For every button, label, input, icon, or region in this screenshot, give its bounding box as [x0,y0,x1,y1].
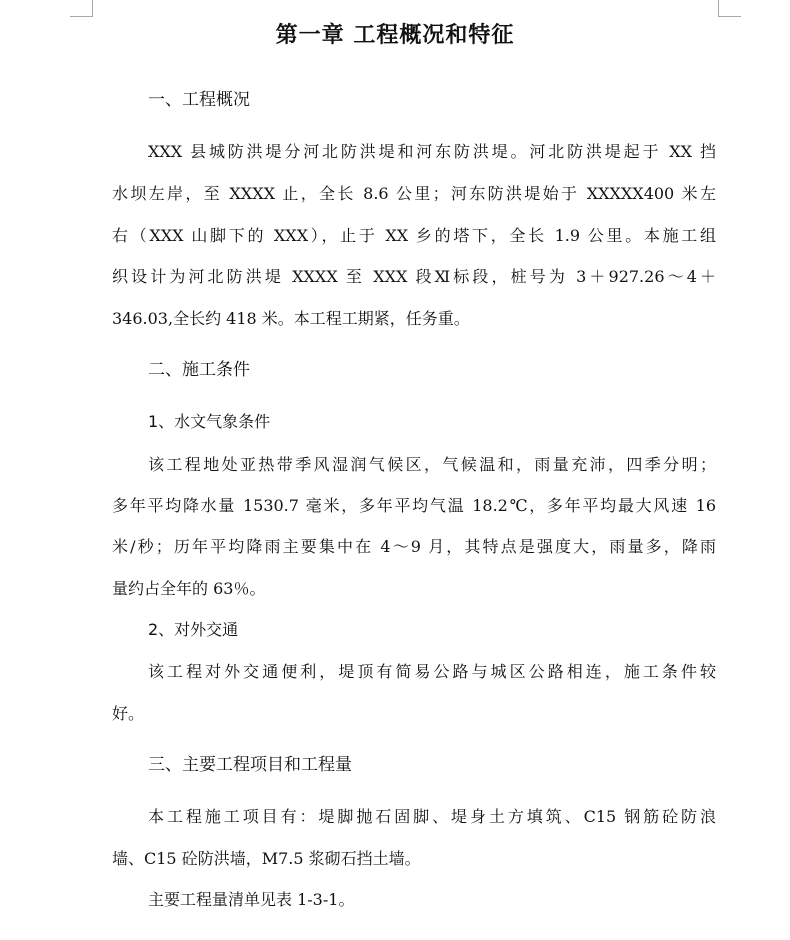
section-heading-overview: 一、工程概况 [148,90,250,110]
crop-mark-top-left [70,0,93,17]
section-heading-quantities: 三、主要工程项目和工程量 [148,755,352,775]
paragraph-line: 墙、C15 砼防洪墙，M7.5 浆砌石挡土墙。 [112,849,421,868]
paragraph-line: 主要工程量清单见表 1-3-1。 [148,890,355,909]
paragraph-line: 水坝左岸，至 XXXX 止，全长 8.6 公里；河东防洪堤始于 XXXXX400 米左 [112,184,716,203]
crop-mark-top-right [718,0,741,17]
paragraph-line: 好。 [112,704,145,723]
paragraph-line: 织设计为河北防洪堤 XXXX 至 XXX 段Ⅺ标段，桩号为 3＋927.26～4＋ [112,267,716,286]
chapter-title: 第一章 工程概况和特征 [275,23,515,48]
paragraph-line: 多年平均降水量 1530.7 毫米，多年平均气温 18.2℃，多年平均最大风速 16 [112,496,716,515]
paragraph-line: 右（XXX 山脚下的 XXX），止于 XX 乡的塔下，全长 1.9 公里。本施工组 [112,226,716,245]
paragraph-line: 346.03,全长约 418 米。本工程工期紧，任务重。 [112,309,470,328]
section-heading-conditions: 二、施工条件 [148,360,250,380]
subsection-heading-traffic: 2、对外交通 [148,620,239,639]
paragraph-line: 本工程施工项目有：堤脚抛石固脚、堤身土方填筑、C15 钢筋砼防浪 [148,807,716,826]
paragraph-line: XXX 县城防洪堤分河北防洪堤和河东防洪堤。河北防洪堤起于 XX 挡 [148,142,716,161]
paragraph-line: 米/秒；历年平均降雨主要集中在 4～9 月，其特点是强度大，雨量多，降雨 [112,537,716,556]
paragraph-line: 该工程地处亚热带季风湿润气候区，气候温和，雨量充沛，四季分明； [148,455,716,474]
subsection-heading-hydrology: 1、水文气象条件 [148,412,271,431]
paragraph-line: 该工程对外交通便利，堤顶有简易公路与城区公路相连，施工条件较 [148,662,716,681]
paragraph-line: 量约占全年的 63％。 [112,579,266,598]
